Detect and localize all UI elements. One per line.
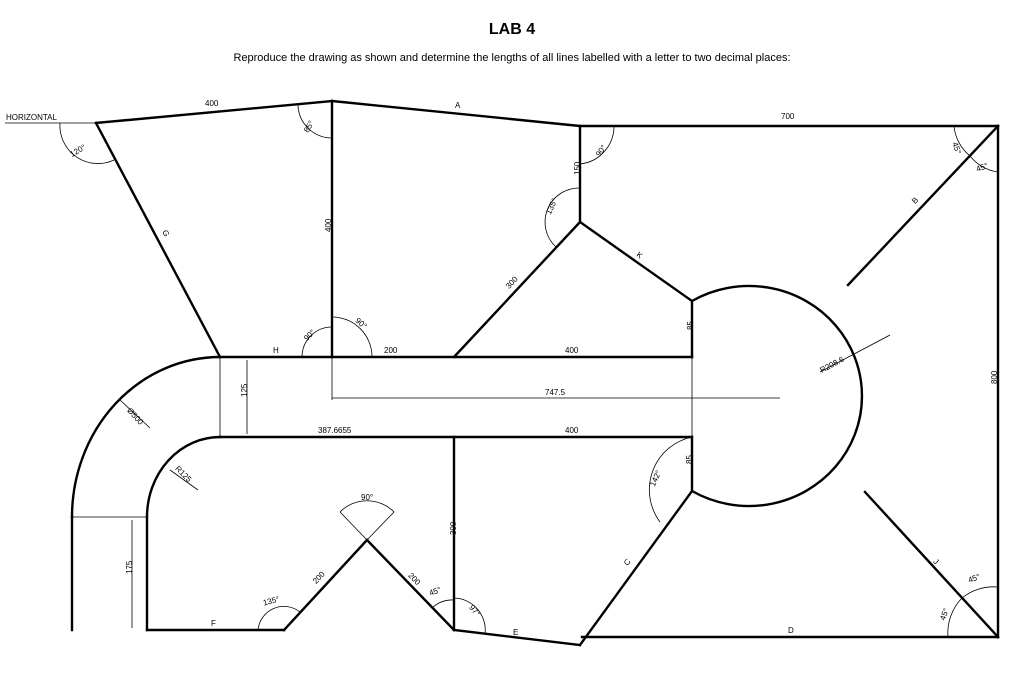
edge-300-slant (454, 222, 580, 357)
instructions: Reproduce the drawing as shown and determine the lengths of all lines labelled with a letter to two decimal places: (233, 52, 791, 64)
dim-200-left: 200 (311, 569, 327, 586)
edge-200-left (284, 540, 367, 630)
label-e: E (513, 628, 519, 637)
dim-175: 175 (125, 560, 134, 574)
label-b: B (910, 195, 921, 206)
angle-97: 97° (467, 603, 482, 619)
angle-45-bl: 45° (938, 607, 951, 622)
page-title: LAB 4 (488, 21, 536, 38)
angle-85: 85° (302, 119, 316, 135)
angle-45-tr: 45° (974, 161, 990, 174)
arc-90-150 (580, 126, 614, 164)
horizontal-label: HORIZONTAL (6, 113, 57, 122)
label-g: G (160, 228, 172, 239)
arc-45-br (962, 587, 998, 598)
label-k: K (634, 250, 645, 261)
dim-400-mid: 400 (565, 346, 579, 355)
angle-135-bottom: 135° (262, 594, 281, 608)
angle-arcs (60, 105, 998, 637)
dim-400-low: 400 (565, 426, 579, 435)
dim-300-low: 300 (449, 521, 458, 535)
dim-85-top: 85 (686, 321, 695, 330)
dim-300-slant: 300 (504, 274, 520, 291)
edge-j (865, 492, 998, 637)
angle-45-tl: 45° (950, 140, 963, 156)
arc-outer-500 (72, 357, 220, 517)
edge-k (580, 222, 692, 301)
dim-150: 150 (573, 161, 582, 175)
label-j: J (931, 557, 941, 567)
dim-r208: R208.6 (818, 354, 846, 375)
arc-85 (298, 105, 332, 138)
edge-g (96, 123, 220, 357)
v-angle-ext-left (340, 512, 367, 540)
dim-85-bottom: 85 (685, 455, 694, 464)
label-h: H (273, 346, 279, 355)
arc-97 (454, 598, 485, 634)
outline (72, 101, 998, 645)
v-angle-ext-right (367, 512, 394, 540)
edge-200-right (367, 540, 454, 630)
angle-142: 142° (648, 469, 664, 488)
dim-dia500: Ø500 (125, 406, 146, 427)
construction-lines (5, 123, 890, 628)
circle-r208 (692, 286, 862, 506)
dim-125: 125 (240, 383, 249, 397)
angle-90-left: 90° (302, 327, 317, 343)
dim-387: 387.6655 (318, 426, 352, 435)
arc-45-bl (948, 598, 962, 637)
arc-45-low (432, 600, 454, 608)
angle-90-right: 90° (353, 316, 369, 331)
edge-b (848, 126, 998, 285)
edge-c (580, 491, 692, 645)
dim-400-top: 400 (205, 99, 219, 108)
dim-200-right: 200 (406, 571, 423, 587)
angle-90-v: 90° (361, 493, 374, 502)
label-d: D (788, 626, 794, 635)
dim-400-vertical: 400 (324, 218, 333, 232)
dim-200-mid: 200 (384, 346, 398, 355)
label-f: F (211, 619, 216, 628)
dim-747: 747.5 (545, 388, 566, 397)
angle-45-br: 45° (966, 572, 982, 585)
label-a: A (455, 101, 461, 110)
dim-800: 800 (990, 370, 999, 384)
angle-135-top: 135° (544, 197, 560, 216)
angle-120: 120° (68, 142, 88, 159)
arc-90-v (340, 501, 394, 512)
dim-r125: R125 (173, 464, 194, 484)
angle-45-low: 45° (427, 585, 443, 598)
angle-90-150: 90° (594, 143, 609, 159)
labels (6, 99, 999, 637)
dim-700: 700 (781, 112, 795, 121)
label-c: C (622, 557, 633, 568)
